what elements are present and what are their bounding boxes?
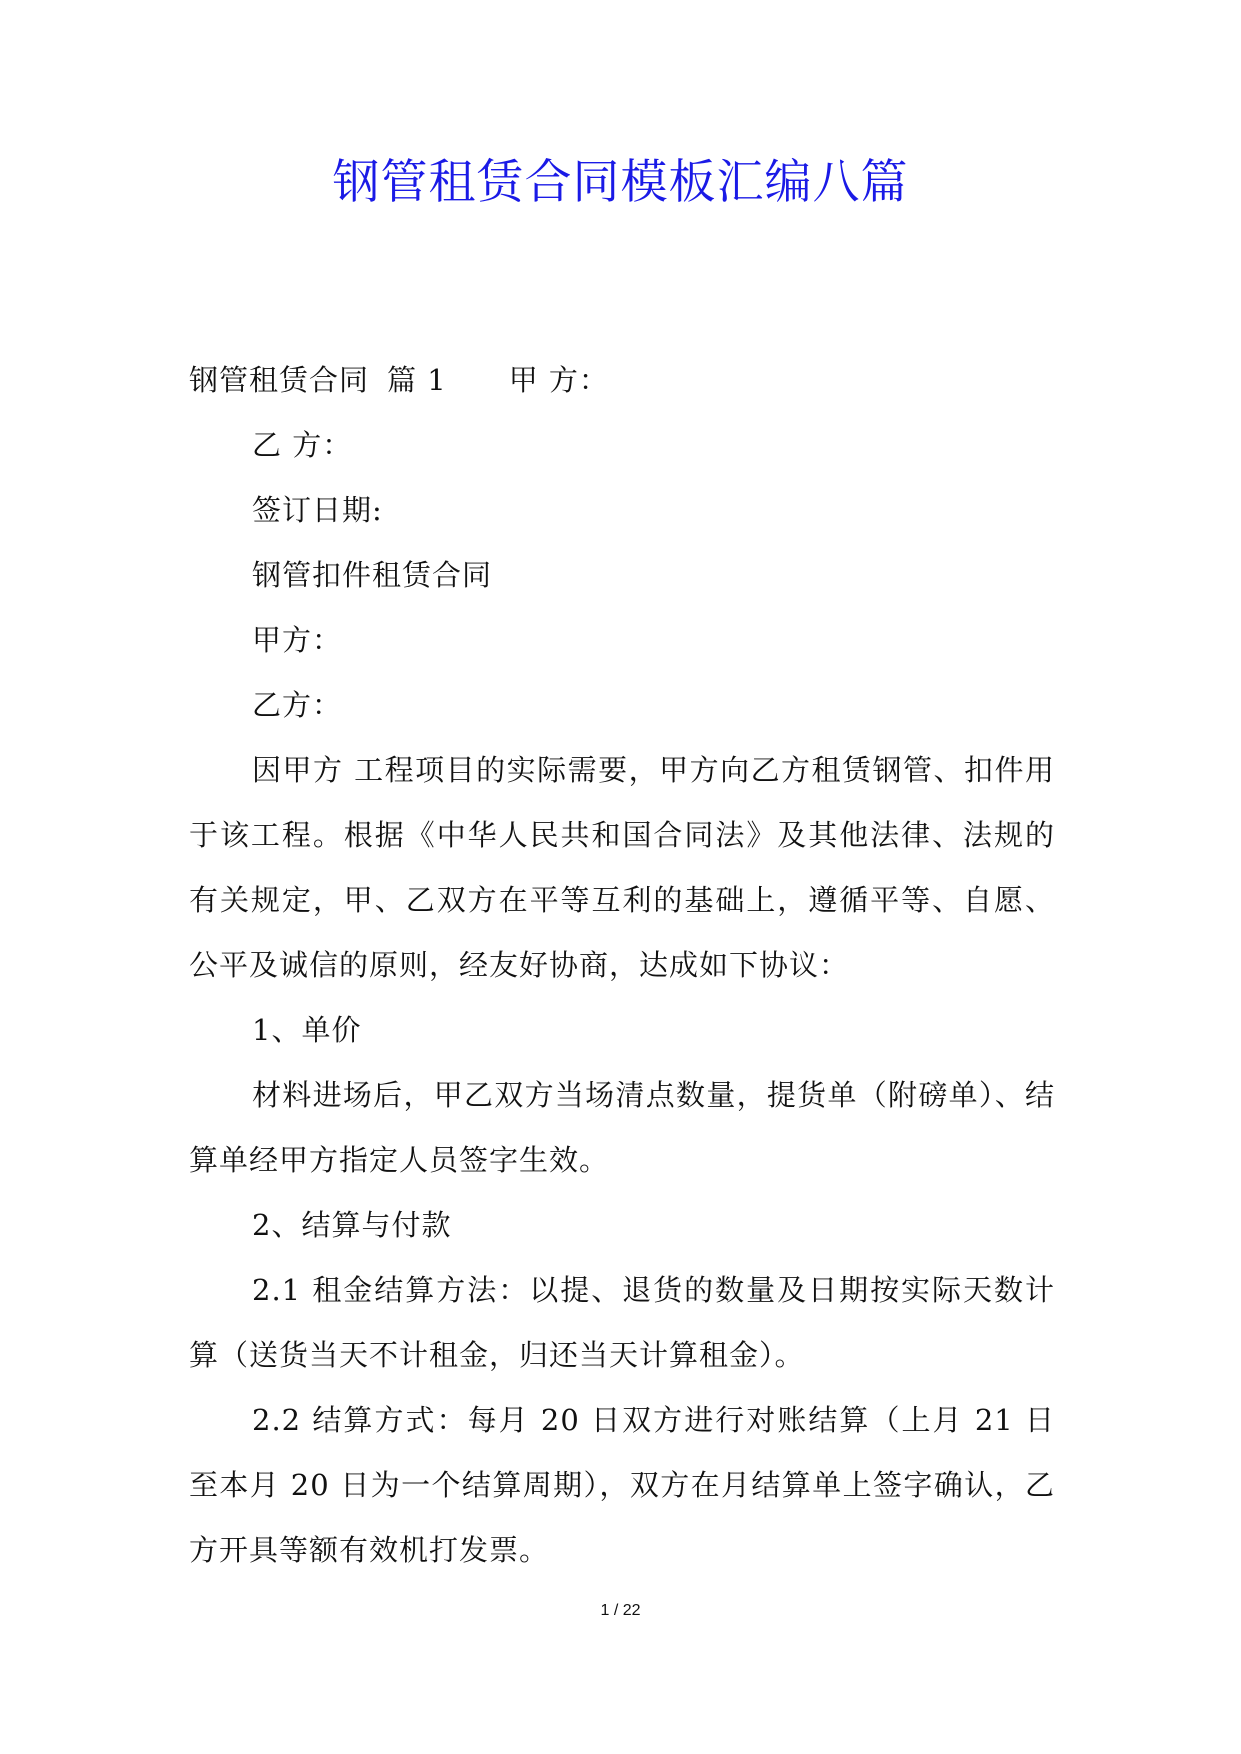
document-title: 钢管租赁合同模板汇编八篇 [332,155,909,210]
contract-subtitle: 钢管扣件租赁合同 [252,558,493,592]
settlement-clause-2-1: 2.1 租金结算方法：以提、退货的数量及日期按实际天数计算（送货当天不计租金，归还当天计算租金）。 [189,1273,1055,1372]
party-b-field: 乙方： [252,688,343,722]
party-b-label: 乙 方： [252,428,353,462]
unit-price-paragraph: 材料进场后，甲乙双方当场清点数量，提货单（附磅单）、结算单经甲方指定人员签字生效。 [189,1078,1055,1177]
settlement-clause-2-2: 2.2 结算方式：每月 20 日双方进行对账结算（上月 21 日至本月 20 日为一个结算周期），双方在月结算单上签字确认，乙方开具等额有效机打发票。 [189,1403,1055,1567]
document-body [189,348,1055,1583]
page-number: 1 / 22 [600,1602,641,1619]
contract-chapter: 篇 1 [387,363,447,397]
contract-header-line [189,348,1055,413]
signing-date-label: 签订日期: [252,493,383,527]
contract-heading: 钢管租赁合同 [189,363,370,397]
section-heading-unit-price: 1、单价 [252,1013,362,1047]
party-a-field: 甲方： [252,623,343,657]
preamble-paragraph: 因甲方 工程项目的实际需要，甲方向乙方租赁钢管、扣件用于该工程。根据《中华人民共和国合同法》及其他法律、法规的有关规定，甲、乙双方在平等互利的基础上，遵循平等、自愿、公平及诚信的原则，经友好协商，达成如下协议： [189,753,1055,982]
section-heading-settlement: 2、结算与付款 [252,1208,452,1242]
party-a-label: 甲 方： [508,363,609,397]
